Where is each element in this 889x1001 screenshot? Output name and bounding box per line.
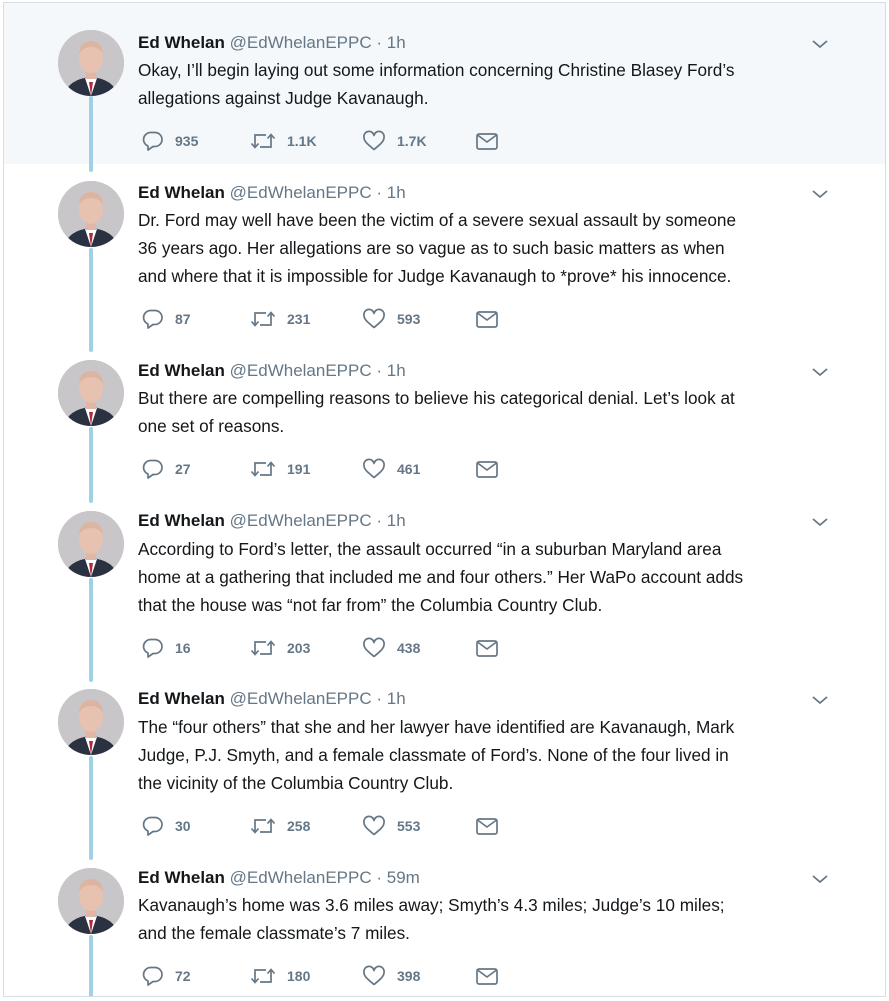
reply-button[interactable]: [142, 130, 198, 152]
chevron-down-icon[interactable]: [810, 365, 830, 379]
author-handle[interactable]: @EdWhelanEPPC: [229, 511, 372, 530]
direct-message-button[interactable]: [475, 308, 510, 330]
reply-count: 30: [175, 818, 191, 834]
retweet-icon: [250, 815, 276, 837]
retweet-icon: [250, 130, 276, 152]
tweet-text: Kavanaugh’s home was 3.6 miles away; Smyth’s 4.3 miles; Judge’s 10 miles; and the female classmate’s 7 miles.: [138, 895, 725, 943]
author-name[interactable]: Ed Whelan: [138, 689, 225, 708]
author-name[interactable]: Ed Whelan: [138, 361, 225, 380]
retweet-count: 258: [287, 818, 311, 834]
direct-message-button[interactable]: [475, 815, 510, 837]
tweet-text: But there are compelling reasons to believe his categorical denial. Let’s look at one set of reasons.: [138, 388, 735, 436]
heart-icon: [362, 637, 386, 659]
tweet-text: Okay, I’ll begin laying out some information concerning Christine Blasey Ford’s allegations against Judge Kavanaugh.: [138, 60, 735, 108]
reply-count: 16: [175, 640, 191, 656]
reply-button[interactable]: [142, 308, 191, 330]
tweet-actions: [142, 815, 542, 837]
tweet-timestamp[interactable]: · 1h: [376, 33, 406, 52]
heart-icon: [362, 458, 386, 480]
avatar[interactable]: [58, 30, 124, 96]
tweet-thread: [3, 2, 886, 997]
envelope-icon: [475, 308, 499, 330]
tweet-actions: [142, 458, 542, 480]
reply-icon: [142, 637, 164, 659]
retweet-icon: [250, 458, 276, 480]
author-handle[interactable]: @EdWhelanEPPC: [229, 868, 372, 887]
like-count: 438: [397, 640, 421, 656]
reply-icon: [142, 965, 164, 987]
retweet-icon: [250, 965, 276, 987]
retweet-count: 1.1K: [287, 133, 317, 149]
like-button[interactable]: [362, 637, 420, 659]
envelope-icon: [475, 965, 499, 987]
reply-icon: [142, 130, 164, 152]
author-name[interactable]: Ed Whelan: [138, 868, 225, 887]
tweet-header: [138, 361, 406, 381]
like-count: 593: [397, 311, 421, 327]
reply-icon: [142, 308, 164, 330]
retweet-button[interactable]: [250, 458, 310, 480]
reply-button[interactable]: [142, 815, 191, 837]
reply-count: 87: [175, 311, 191, 327]
retweet-button[interactable]: [250, 130, 317, 152]
avatar[interactable]: [58, 868, 124, 934]
thread-line: [89, 96, 93, 172]
chevron-down-icon[interactable]: [810, 872, 830, 886]
reply-button[interactable]: [142, 637, 191, 659]
tweet-header: [138, 183, 406, 203]
direct-message-button[interactable]: [475, 965, 510, 987]
tweet-header: [138, 868, 420, 888]
tweet-actions: [142, 308, 542, 330]
reply-icon: [142, 815, 164, 837]
thread-line: [89, 578, 93, 682]
tweet-actions: [142, 637, 542, 659]
envelope-icon: [475, 130, 499, 152]
thread-line: [89, 756, 93, 860]
like-button[interactable]: [362, 130, 427, 152]
thread-line: [89, 935, 93, 997]
reply-button[interactable]: [142, 965, 191, 987]
author-handle[interactable]: @EdWhelanEPPC: [229, 361, 372, 380]
like-button[interactable]: [362, 308, 420, 330]
avatar[interactable]: [58, 360, 124, 426]
chevron-down-icon[interactable]: [810, 37, 830, 51]
reply-button[interactable]: [142, 458, 191, 480]
author-name[interactable]: Ed Whelan: [138, 183, 225, 202]
direct-message-button[interactable]: [475, 637, 510, 659]
avatar[interactable]: [58, 181, 124, 247]
chevron-down-icon[interactable]: [810, 515, 830, 529]
author-handle[interactable]: @EdWhelanEPPC: [229, 183, 372, 202]
retweet-icon: [250, 637, 276, 659]
reply-icon: [142, 458, 164, 480]
direct-message-button[interactable]: [475, 458, 510, 480]
like-button[interactable]: [362, 965, 420, 987]
tweet-header: [138, 689, 406, 709]
retweet-count: 203: [287, 640, 311, 656]
tweet-actions: [142, 965, 542, 987]
reply-count: 27: [175, 461, 191, 477]
retweet-icon: [250, 308, 276, 330]
tweet-timestamp[interactable]: · 1h: [376, 183, 406, 202]
heart-icon: [362, 965, 386, 987]
tweet-header: [138, 511, 406, 531]
thread-line: [89, 248, 93, 352]
heart-icon: [362, 815, 386, 837]
author-handle[interactable]: @EdWhelanEPPC: [229, 33, 372, 52]
tweet-text: The “four others” that she and her lawyer have identified are Kavanaugh, Mark Judge, P.J. Smyth, and a female classmate of Ford’s. None of the four lived in the vicinity of the Columbia Country Club.: [138, 717, 735, 793]
heart-icon: [362, 130, 386, 152]
tweet-timestamp[interactable]: · 59m: [376, 868, 420, 887]
author-name[interactable]: Ed Whelan: [138, 511, 225, 530]
tweet-timestamp[interactable]: · 1h: [376, 689, 406, 708]
envelope-icon: [475, 637, 499, 659]
tweet-text: According to Ford’s letter, the assault occurred “in a suburban Maryland area home at a gathering that included me and four others.” Her WaPo account adds that the house was “not far from” the Columbia Country Club.: [138, 539, 744, 615]
heart-icon: [362, 308, 386, 330]
tweet-timestamp[interactable]: · 1h: [376, 361, 406, 380]
like-count: 461: [397, 461, 421, 477]
envelope-icon: [475, 815, 499, 837]
retweet-button[interactable]: [250, 965, 310, 987]
like-button[interactable]: [362, 815, 420, 837]
chevron-down-icon[interactable]: [810, 693, 830, 707]
tweet-header: [138, 33, 406, 53]
direct-message-button[interactable]: [475, 130, 510, 152]
retweet-count: 231: [287, 311, 311, 327]
retweet-count: 180: [287, 968, 311, 984]
like-count: 553: [397, 818, 421, 834]
thread-line: [89, 427, 93, 503]
envelope-icon: [475, 458, 499, 480]
reply-count: 72: [175, 968, 191, 984]
tweet-text: Dr. Ford may well have been the victim of a severe sexual assault by someone 36 years ago. Her allegations are so vague as to such basic matters as when and where that it is impossible for Judge Kavanaugh to *prove* his innocence.: [138, 210, 737, 286]
retweet-button[interactable]: [250, 815, 310, 837]
like-count: 398: [397, 968, 421, 984]
retweet-count: 191: [287, 461, 311, 477]
retweet-button[interactable]: [250, 637, 310, 659]
tweet-timestamp[interactable]: · 1h: [376, 511, 406, 530]
author-handle[interactable]: @EdWhelanEPPC: [229, 689, 372, 708]
avatar[interactable]: [58, 511, 124, 577]
avatar[interactable]: [58, 689, 124, 755]
like-button[interactable]: [362, 458, 420, 480]
chevron-down-icon[interactable]: [810, 187, 830, 201]
tweet-actions: [142, 130, 542, 152]
like-count: 1.7K: [397, 133, 427, 149]
retweet-button[interactable]: [250, 308, 310, 330]
reply-count: 935: [175, 133, 199, 149]
author-name[interactable]: Ed Whelan: [138, 33, 225, 52]
